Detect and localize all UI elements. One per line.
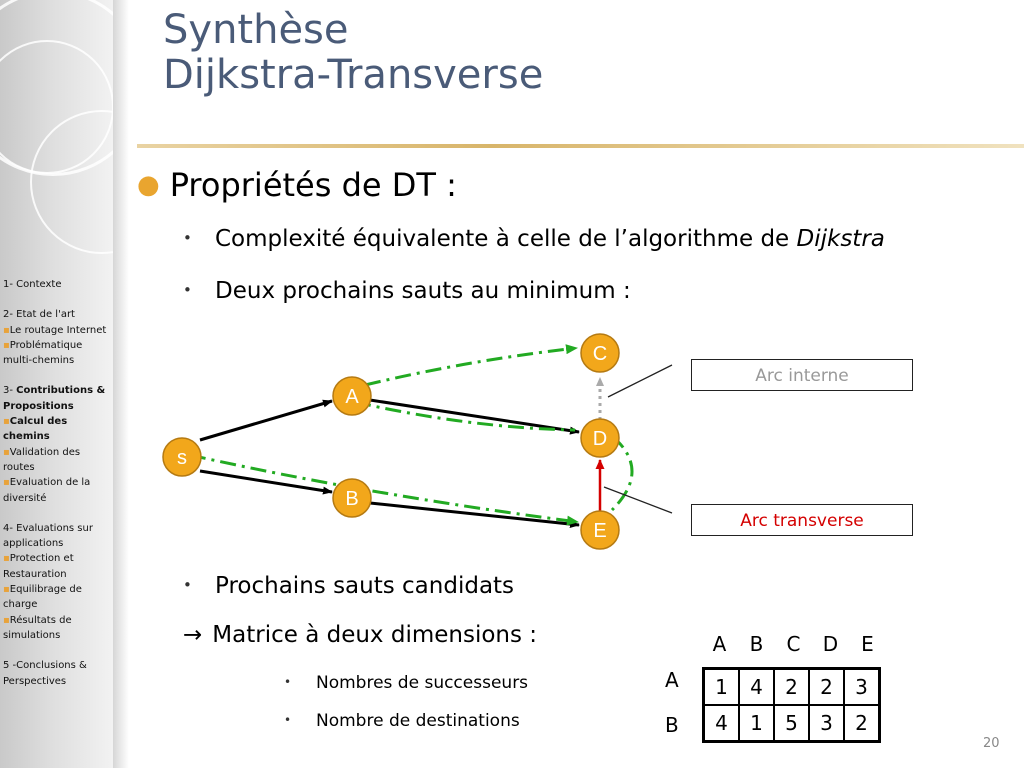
bullet-icon: ▪ (3, 324, 10, 336)
path-s-e (190, 455, 578, 522)
toc-item[interactable]: ▪Equilibrage de charge (3, 584, 82, 611)
bullet-icon: • (284, 675, 292, 689)
toc-item[interactable]: ▪Validation des routes (3, 446, 81, 473)
main-bullet: ● Propriétés de DT : (137, 166, 457, 204)
toc-item[interactable]: ▪Evaluation de la diversité (3, 477, 91, 504)
edge-s-a (200, 401, 332, 440)
bullet-icon: ▪ (3, 614, 10, 626)
node-e (581, 511, 619, 549)
node-label: B (345, 488, 359, 510)
bullet-icon: ▪ (3, 584, 10, 596)
node-label: D (592, 428, 608, 450)
node-label: A (345, 386, 359, 408)
matrix-cell: 4 (704, 705, 740, 742)
toc-item[interactable]: ▪Problématique multi-chemins (3, 339, 83, 367)
edge-a-d (370, 400, 579, 432)
matrix-row (704, 669, 880, 706)
matrix-row-header: A (665, 668, 679, 692)
bullet-icon: ▪ (3, 553, 10, 565)
matrix-cell: 2 (774, 669, 809, 706)
node-a (333, 377, 371, 415)
matrix-cell: 4 (739, 669, 774, 706)
toc-heading[interactable]: 5 -Conclusions & Perspectives (3, 660, 87, 687)
matrix-cell: 3 (809, 705, 844, 742)
bullet-complexity: • Complexité équivalente à celle de l’algorithme de Dijkstra (183, 226, 885, 252)
title-line-2: Dijkstra-Transverse (163, 52, 544, 98)
arrow-right-icon: → (183, 622, 203, 648)
bullet-icon: ▪ (3, 477, 10, 489)
legend-connector-internal (608, 365, 672, 397)
bullet-icon: • (284, 713, 292, 727)
bullet-icon: • (183, 281, 192, 299)
node-label: s (177, 447, 187, 469)
matrix-row (704, 705, 880, 742)
bullet-destinations: • Nombre de destinations (284, 711, 520, 731)
matrix-col-header: B (749, 632, 764, 656)
node-s (163, 438, 201, 476)
node-label: C (592, 343, 608, 365)
matrix-col-header: D (822, 632, 839, 656)
matrix-cell: 3 (844, 669, 880, 706)
toc-item[interactable]: ▪Le routage Internet (3, 324, 107, 336)
bullet-next-hops: • Deux prochains sauts au minimum : (183, 278, 631, 304)
matrix-row-header: B (665, 713, 679, 737)
bullet-icon: ● (137, 170, 160, 200)
bullet-icon: ▪ (3, 416, 10, 428)
toc-heading[interactable]: 3- Contributions & Propositions (3, 385, 106, 412)
matrix-cell: 5 (774, 705, 809, 742)
matrix-cell: 1 (704, 669, 740, 706)
bullet-candidates: • Prochains sauts candidats (183, 573, 515, 599)
toc-item-current[interactable]: ▪Calcul des chemins (3, 416, 68, 443)
matrix-cell: 2 (844, 705, 880, 742)
legend-internal-arc: Arc interne (691, 359, 913, 391)
matrix-col-header: E (861, 632, 874, 656)
node-d (581, 419, 619, 457)
matrix-cell: 1 (739, 705, 774, 742)
node-c (581, 334, 619, 372)
toc-heading[interactable]: 2- Etat de l'art (3, 309, 75, 321)
title-line-1: Synthèse (163, 7, 349, 53)
matrix-col-header: C (786, 632, 801, 656)
matrix-table (702, 667, 881, 743)
node-label: E (593, 520, 607, 542)
bullet-icon: ▪ (3, 339, 10, 351)
path-a-c (365, 348, 577, 385)
bullet-icon: ▪ (3, 446, 10, 458)
bullet-icon: • (183, 229, 192, 247)
toc-item[interactable]: ▪Résultats de simulations (3, 614, 72, 641)
bullet-matrix-intro: → Matrice à deux dimensions : (183, 622, 538, 648)
matrix-cell: 2 (809, 669, 844, 706)
matrix-col-header: A (712, 632, 727, 656)
toc-heading[interactable]: 4- Evaluations sur applications (3, 522, 93, 550)
legend-transverse-arc: Arc transverse (691, 504, 913, 536)
bullet-icon: • (183, 576, 192, 594)
node-b (333, 479, 371, 517)
page-number: 20 (983, 736, 1000, 751)
toc-heading[interactable]: 1- Contexte (3, 279, 62, 290)
bullet-successors: • Nombres de successeurs (284, 673, 529, 693)
toc-item[interactable]: ▪Protection et Restauration (3, 553, 74, 580)
